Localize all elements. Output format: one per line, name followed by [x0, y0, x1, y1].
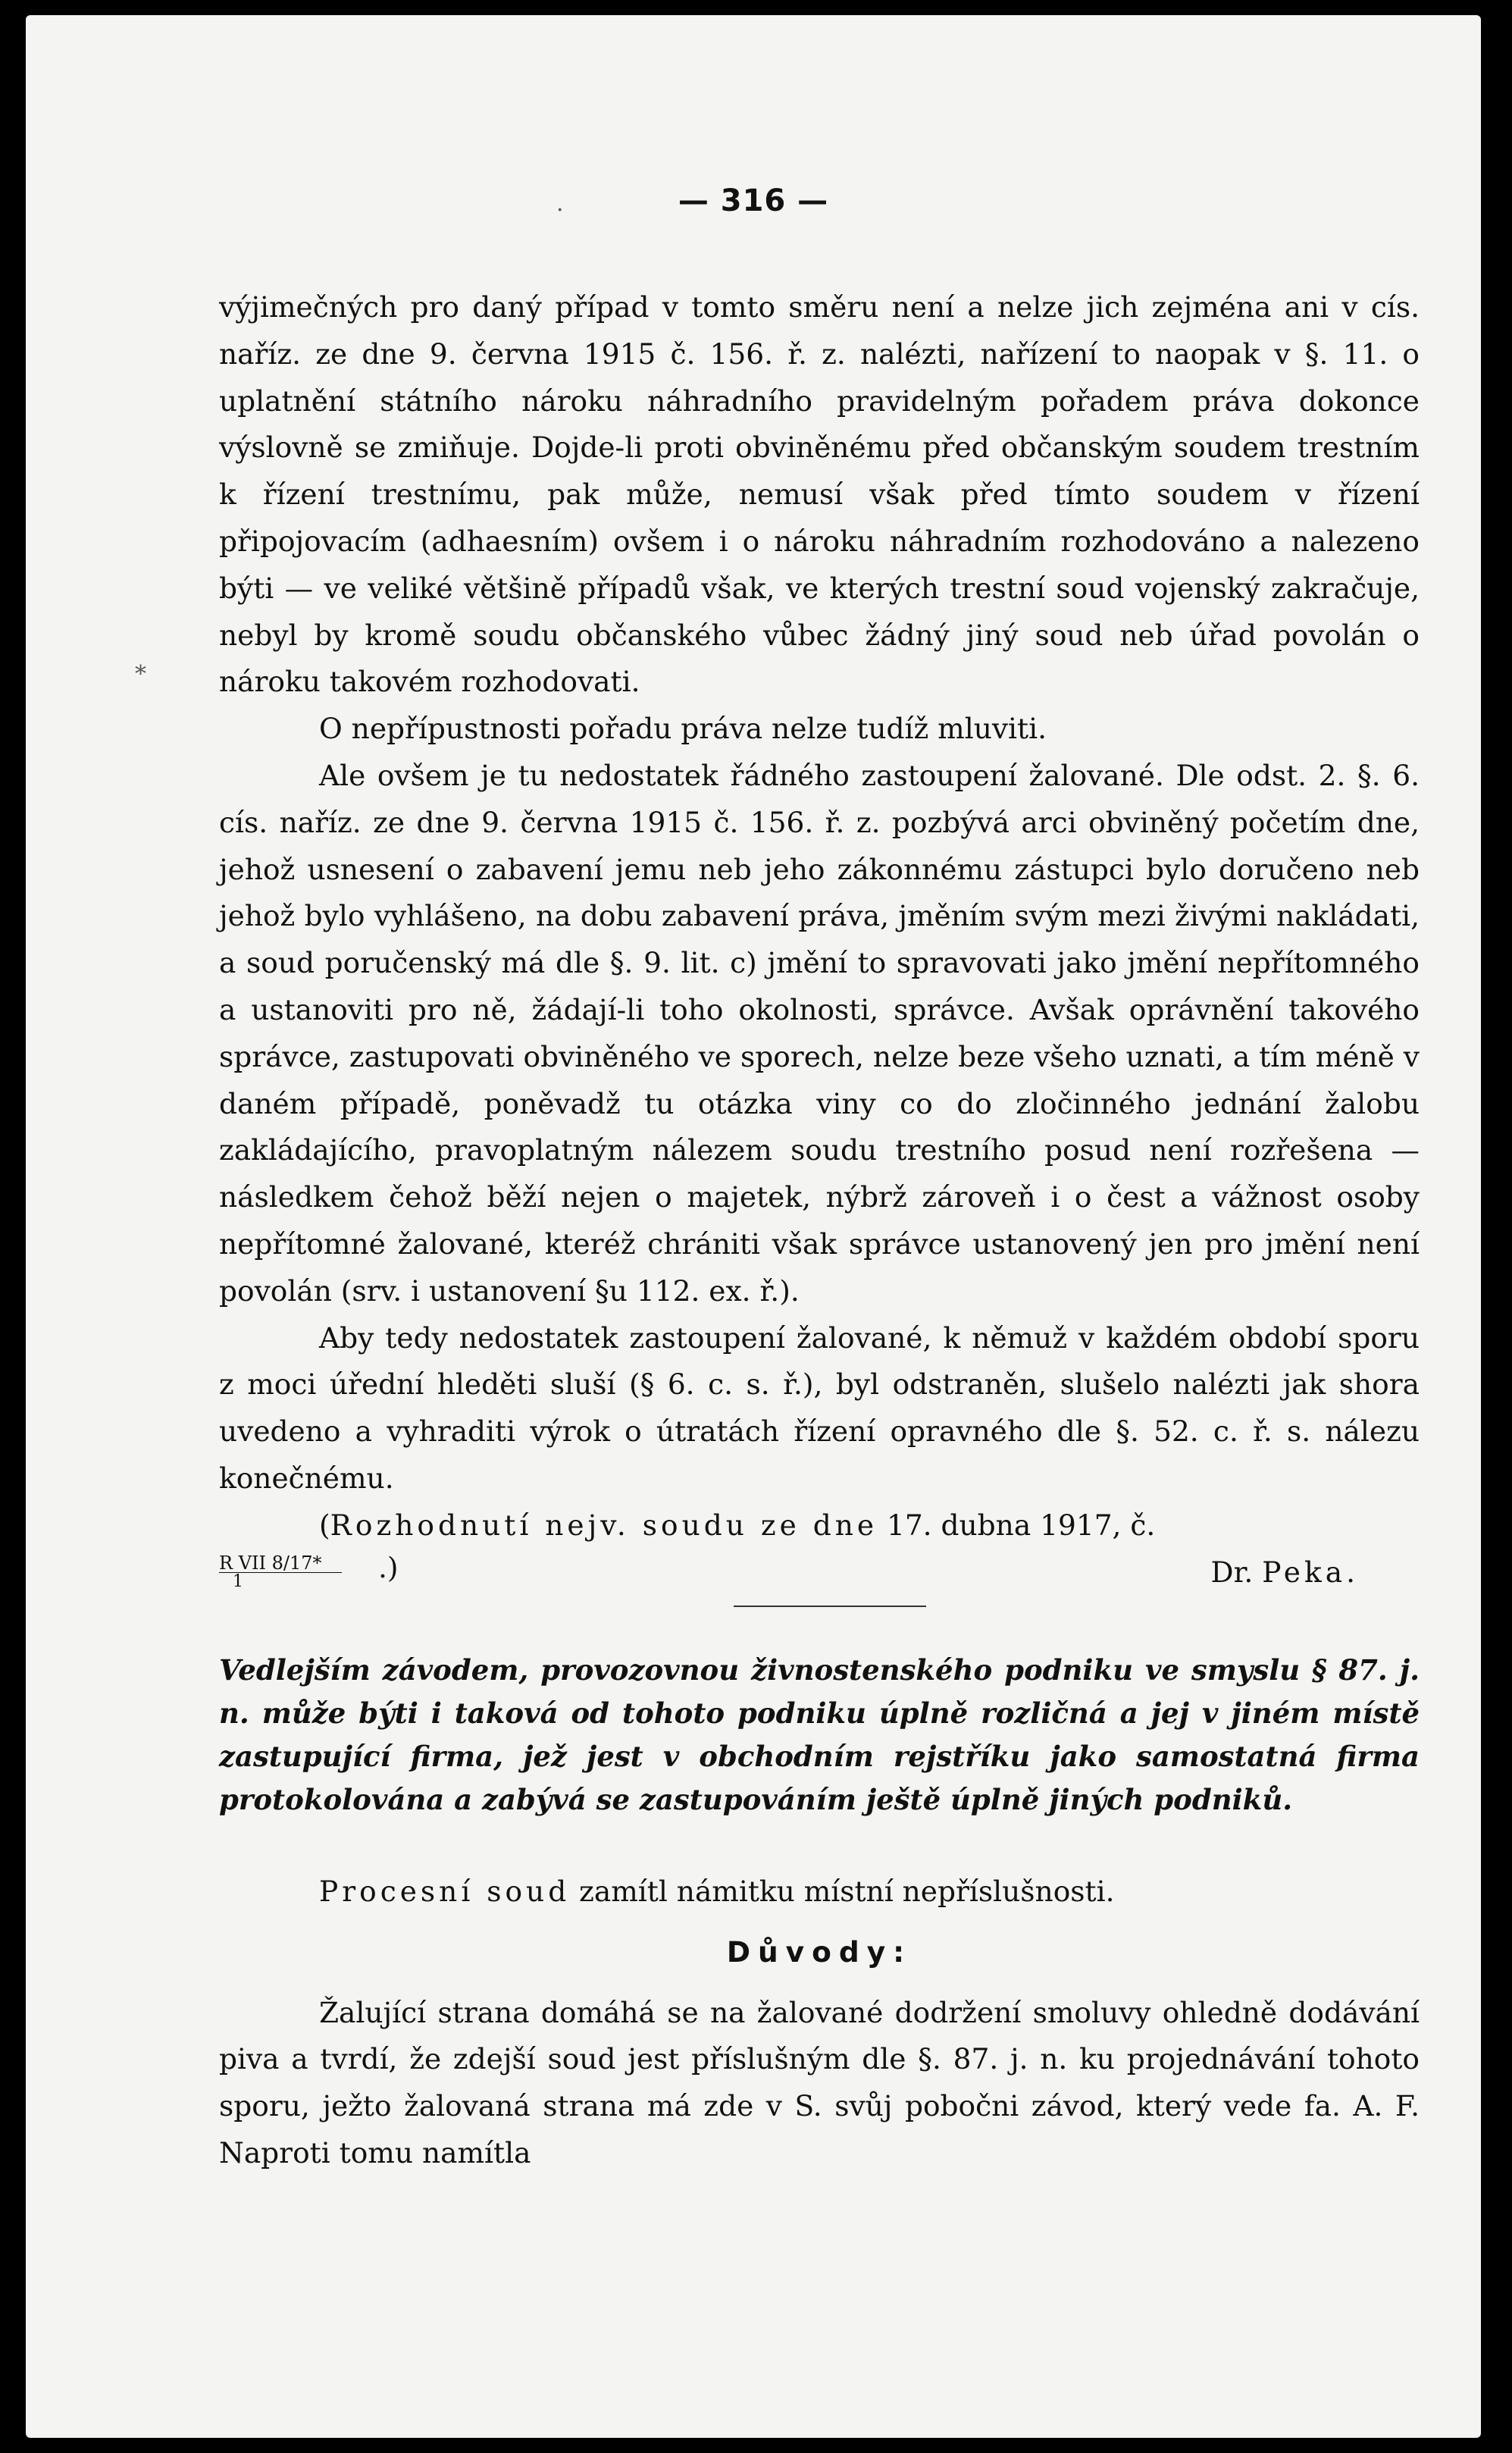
- case-reference: [219, 1550, 399, 1591]
- ruling-word: Rozhodnutí nejv. soudu ze dne: [330, 1508, 878, 1542]
- stray-dot: ·: [556, 197, 564, 224]
- judge-signature: [1211, 1549, 1359, 1596]
- case-reference-number: R VII 8/17*: [219, 1554, 342, 1573]
- ruling-date: 17. dubna 1917, č.: [878, 1508, 1156, 1542]
- page-number: — 316 —: [678, 183, 829, 218]
- paragraph-inadmissibility: O nepřípustnosti pořadu práva nelze tudíž mluviti.: [319, 712, 1047, 746]
- ruling-reference-row: [219, 1549, 1420, 1596]
- ruling-open-paren: (: [319, 1508, 330, 1542]
- signature-name: Peka.: [1262, 1555, 1359, 1589]
- margin-mark: *: [135, 661, 146, 688]
- ruling-citation: [219, 1502, 1420, 1549]
- procedural-court-label: Procesní soud: [319, 1875, 571, 1908]
- procedural-court-sentence: [219, 1869, 1420, 1916]
- section-divider: [734, 1606, 926, 1607]
- case-reference-subscript: 1: [233, 1571, 243, 1591]
- paragraph-conclusion: Aby tedy nedostatek zastoupení žalované, k němuž v každém období sporu z moci úřední hleděti sluší (§ 6. c. s. ř.), byl odstraněn, slušelo nalézti jak shora uvedeno a vyhraditi výrok o útratách řízení opravného dle §. 52. c. ř. s. nálezu konečnému.: [219, 1320, 1420, 1495]
- paragraph-representation: Ale ovšem je tu nedostatek řádného zastoupení žalované. Dle odst. 2. §. 6. cís. naříz. ze dne 9. června 1915 č. 156. ř. z. pozbývá arci obviněný početím dne, jehož usnesení o zabavení jemu neb jeho zákonnému zástupci bylo doručeno neb jehož bylo vyhlášeno, na dobu zabavení práva, jměním svým mezi živými nakládati, a soud poručenský má dle §. 9. lit. c) jmění to spravovati jako jmění nepřítomného a ustanoviti pro ně, žádají-li toho okolnosti, správce. Avšak oprávnění takového správce, zastupovati obviněného ve sporech, nelze beze všeho uznati, a tím méně v daném případě, poněvadž tu otázka viny co do zločinného jednání žalobu zakládajícího, pravoplatným nálezem soudu trestního posud není rozřešena — následkem čehož běží nejen o majetek, nýbrž zároveň i o čest a vážnost osoby nepřítomné žalované, kteréž chrániti však správce ustanovený jen pro jmění není povolán (srv. i ustanovení §u 112. ex. ř.).: [219, 758, 1420, 1308]
- signature-prefix: Dr.: [1210, 1555, 1263, 1589]
- reasons-heading: Důvody:: [726, 1935, 913, 1969]
- document-page: [26, 15, 1481, 2438]
- paragraph-continuation: výjimečných pro daný případ v tomto směru není a nelze jich zejména ani v cís. naříz. ze dne 9. června 1915 č. 156. ř. z. nalézti, nařízení to naopak v §. 11. o uplatnění státního nároku náhradního pravidelným pořadem práva dokonce výslovně se zmiňuje. Dojde-li proti obviněnému před občanským soudem trestním k řízení trestnímu, pak může, nemusí však před tímto soudem v řízení připojovacím (adhaesním) ovšem i o nároku náhradním rozhodováno a nalezeno býti — ve veliké většině případů však, ve kterých trestní soud vojenský zakračuje, nebyl by kromě soudu občanského vůbec žádný jiný soud neb úřad povolán o nároku takovém rozhodovati.: [219, 290, 1420, 699]
- second-decision-text: [219, 1869, 1420, 2177]
- headnote: Vedlejším závodem, provozovnou živnostenského podniku ve smyslu § 87. j. n. může býti i taková od tohoto podniku úplně rozličná a jej v jiném místě zastupující firma, jež jest v obchodním rejstříku jako samostatná firma protokolována a zabývá se zastupováním ještě úplně jiných podniků.: [219, 1653, 1420, 1816]
- case-reference-close: .): [378, 1550, 399, 1584]
- paragraph-plaintiff-claim: Žalující strana domáhá se na žalované dodržení smoluvy ohledně dodávání piva a tvrdí, že zdejší soud jest příslušným dle §. 87. j. n. ku projednávání tohoto sporu, ježto žalovaná strana má zde v S. svůj pobočni závod, který vede fa. A. F. Naproti tomu namítla: [219, 1995, 1420, 2169]
- procedural-court-rest: zamítl námitku místní nepříslušnosti.: [570, 1875, 1115, 1908]
- decision-text: [219, 284, 1420, 1596]
